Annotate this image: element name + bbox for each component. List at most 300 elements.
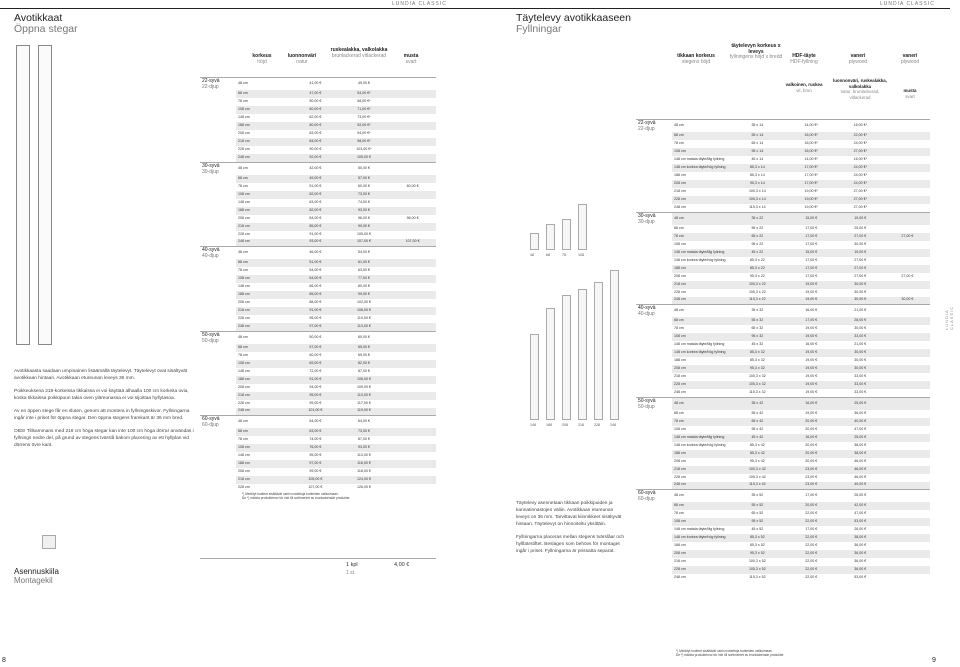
- row-price-c: [885, 502, 930, 510]
- row-price-a: 17,00 €: [805, 527, 818, 532]
- row-price-b: 19,00 €: [836, 249, 885, 257]
- row-height: 148 cm: [238, 199, 250, 204]
- row-price-c: [885, 458, 930, 466]
- group-label-cell: [200, 299, 236, 307]
- fill-panel-drawing: [610, 270, 619, 420]
- table-row: [636, 241, 930, 249]
- row-height: 218 cm: [236, 223, 292, 231]
- row-size: 97,00 €: [292, 460, 339, 468]
- row-size: 84,00 €: [292, 138, 339, 146]
- row-height: 208 cm: [238, 300, 250, 305]
- table-row: [636, 550, 930, 558]
- group-label-cell: [636, 172, 672, 180]
- top-rule: [480, 8, 950, 9]
- row-price-c: [885, 188, 930, 196]
- table-row: [200, 78, 436, 91]
- row-height: 208 cm: [238, 469, 250, 474]
- group-label-cell: [200, 114, 236, 122]
- row-price-a: 17,00 €*: [787, 180, 836, 188]
- group-label-cell: [636, 526, 672, 534]
- group-label-cell: [200, 384, 236, 392]
- row-price-a: 113,00 €: [339, 392, 389, 400]
- row-price-a: 14,00 €*: [787, 120, 836, 133]
- row-price-b: 46,00 €: [854, 458, 867, 463]
- row-price-a: 19,00 €: [805, 358, 818, 363]
- row-price-b: 36,00 €: [854, 559, 867, 564]
- row-price-c: [885, 357, 930, 365]
- row-height: 228 cm: [672, 381, 728, 389]
- row-price-c: [885, 333, 930, 341]
- group-label-cell: [636, 566, 672, 574]
- row-size: 41,00 €: [292, 78, 339, 91]
- vertical-brand-label: LUNDIA CLASSIC: [944, 305, 954, 330]
- group-label-cell: [636, 180, 672, 188]
- group-label: 30-syvä: [638, 212, 656, 219]
- table-row: [636, 434, 930, 442]
- row-size: 100,3 x 52: [748, 559, 766, 564]
- row-height: 208 cm: [238, 215, 250, 220]
- fill-panel-label: 188: [546, 423, 552, 427]
- row-price-b: 24,00 €*: [836, 180, 885, 188]
- row-price-b: [389, 360, 436, 368]
- table-row: [636, 490, 930, 503]
- table-row: [636, 373, 930, 381]
- table-row: [200, 98, 436, 106]
- group-label-cell: [636, 381, 672, 389]
- row-price-a: 60,00 €: [339, 331, 389, 344]
- row-price-a: 19,00 €: [787, 333, 836, 341]
- group-label-cell: [636, 188, 672, 196]
- row-size: 95,00 €: [309, 316, 322, 321]
- group-label-cell: [200, 376, 236, 384]
- row-size: 94,00 €: [309, 384, 322, 389]
- group-label-cell: [636, 542, 672, 550]
- group-label: 30-syvä: [202, 162, 220, 169]
- row-price-a: 73,00 €: [339, 428, 389, 436]
- row-price-b: [389, 344, 436, 352]
- group-label-cell: [200, 452, 236, 460]
- group-label-cell: [636, 418, 672, 426]
- table-row: [200, 484, 436, 492]
- row-price-b: 30,00 €: [854, 358, 867, 363]
- row-price-a: 106,00 €: [339, 307, 389, 315]
- row-price-a: 20,00 €: [805, 426, 818, 431]
- row-height: 188 cm: [674, 543, 686, 548]
- group-label-cell: [636, 281, 672, 289]
- row-price-a: 54,00 €: [339, 247, 389, 260]
- row-price-a: 80,00 €: [357, 284, 370, 289]
- group-label-cell: [200, 408, 236, 416]
- row-height: 208 cm: [674, 458, 686, 463]
- row-price-a: 119,00 €: [339, 408, 389, 416]
- table-row: [636, 381, 930, 389]
- row-size: 95,3 x 52: [728, 550, 787, 558]
- fill-panel-drawing: [562, 219, 571, 250]
- row-size: 105,00 €: [292, 476, 339, 484]
- row-price-c: [885, 510, 930, 518]
- group-sublabel: 60-djup: [202, 422, 219, 428]
- row-price-b: 107,00 €: [389, 239, 436, 247]
- row-size: 62,00 €: [309, 115, 322, 120]
- row-price-a: 58,00 €*: [357, 99, 371, 104]
- row-height: 228 cm: [672, 566, 728, 574]
- row-height: 188 cm: [236, 460, 292, 468]
- row-price-c: [885, 180, 930, 188]
- row-price-b: 53,00 €: [854, 575, 867, 580]
- row-height: 108 cm: [236, 106, 292, 114]
- row-price-b: [389, 460, 436, 468]
- row-price-a: 57,00 €: [339, 175, 389, 183]
- row-price-b: [389, 416, 436, 429]
- table-row: [200, 344, 436, 352]
- row-price-c: [885, 140, 930, 148]
- table-row: [636, 297, 930, 305]
- row-height: 228 cm: [674, 289, 686, 294]
- group-label: 50-syvä: [202, 331, 220, 338]
- fill-panel-label: 78: [562, 253, 566, 257]
- row-size: 105,3 x 22: [748, 289, 766, 294]
- subheader-plywood-color: luonnonväri, ruskealakka, valkolakka natur, brunlackerad, vitlackerad: [833, 78, 887, 100]
- row-height: 108 cm: [672, 148, 728, 156]
- group-label-cell: [636, 164, 672, 172]
- group-label-cell: [636, 518, 672, 526]
- group-label-cell: [200, 444, 236, 452]
- group-label-cell: [200, 259, 236, 267]
- row-size: 65 x 42: [728, 418, 787, 426]
- row-size: 92,00 €: [292, 154, 339, 162]
- row-price-a: 54,00 €*: [339, 90, 389, 98]
- row-price-a: 102,00 €: [356, 300, 371, 305]
- fill-panel-drawing: [530, 334, 539, 420]
- header-plywood-black: vaneri plywood: [900, 53, 920, 65]
- row-price-b: [389, 162, 436, 175]
- row-price-b: 96,00 €: [406, 215, 419, 220]
- row-size: 65 x 32: [751, 326, 764, 331]
- group-label-cell: [200, 199, 236, 207]
- table-row: [200, 106, 436, 114]
- row-size: 60,00 €: [309, 352, 322, 357]
- row-price-a: 17,00 €: [787, 317, 836, 325]
- table-row: [636, 458, 930, 466]
- row-price-c: [885, 389, 930, 397]
- row-size: 88,00 €: [309, 300, 322, 305]
- row-price-c: [885, 526, 930, 534]
- table-row: [200, 408, 436, 416]
- group-label-cell: [636, 196, 672, 204]
- table-row: [200, 376, 436, 384]
- row-price-b: 24,00 €*: [853, 173, 867, 178]
- row-price-b: 60,00 €: [406, 183, 419, 188]
- group-label-cell: [200, 436, 236, 444]
- fill-panel-label: 218: [578, 423, 584, 427]
- group-label-cell: [200, 162, 236, 175]
- row-height: 208 cm: [238, 384, 250, 389]
- row-price-c: [885, 172, 930, 180]
- table-row: [636, 132, 930, 140]
- row-height: 108 cm: [672, 333, 728, 341]
- fill-panel-label: 208: [562, 423, 568, 427]
- row-height: 208 cm: [238, 131, 250, 136]
- row-price-b: 27,00 €: [854, 273, 867, 278]
- row-height: 48 cm: [672, 212, 728, 225]
- row-height: 248 cm: [236, 239, 292, 247]
- table-row: [636, 188, 930, 196]
- intro-text: Avotikkaasta saadaan umpinainen lisäämällä täytelevyt. Täytelevyt ovat sisältyvät avotikkaan hintaan. Avotikkaan etureunan leveys 36 mm. Poikkeuksena 218-korkeissa tikkaissa ei voi käyttää alhaalla 100 cm korkeita ovia, koska tikkaissa poikkipuun takia oven yläreunassa ei voi sijoittaa hyllytasoa. Av en öppen stege får en sluten, genom att montera in fyllningsskivor. Fyllningarna ingår inte i priset för öppna stegar. Den öppna stegens framkant är 36 mm bred. OBS! Tillsammans med 218 cm höga stegar kan inte 100 cm höga dörrar användas i fyllnings nedre del, på grund av stegens tvärslå bakom placering av ett hyllplan vid dörrens övre kant.: [14, 369, 194, 448]
- row-size: 105,3 x 52: [728, 566, 787, 574]
- row-price-a: 23,00 €: [787, 482, 836, 490]
- row-price-b: 38,00 €: [836, 450, 885, 458]
- row-price-c: [885, 558, 930, 566]
- row-height: 188 cm: [236, 207, 292, 215]
- row-height: 78 cm: [238, 99, 248, 104]
- row-price-b: [389, 323, 436, 331]
- row-price-b: [389, 175, 436, 183]
- row-price-a: 87,00 €: [357, 368, 370, 373]
- row-price-b: 46,00 €: [836, 466, 885, 474]
- row-price-a: 124,00 €: [339, 476, 389, 484]
- group-label-cell: [200, 191, 236, 199]
- row-price-b: 49,00 €: [836, 482, 885, 490]
- mount-qty: 1 kpl: [346, 562, 358, 568]
- row-price-b: 36,00 €: [854, 543, 867, 548]
- group-label-cell: [636, 140, 672, 148]
- row-price-a: 19,00 €: [805, 289, 818, 294]
- row-price-b: 21,00 €: [836, 305, 885, 318]
- table-row: [636, 212, 930, 225]
- row-price-b: [389, 106, 436, 114]
- table-row: [200, 207, 436, 215]
- row-height: 248 cm: [672, 482, 728, 490]
- group-label-cell: [636, 482, 672, 490]
- group-label-cell: [636, 132, 672, 140]
- row-size: 85,3 x 52: [728, 534, 787, 542]
- group-label-cell: [200, 78, 236, 91]
- row-height: 248 cm: [236, 154, 292, 162]
- mount-price: 4,00 €: [394, 562, 410, 568]
- table-row: [200, 444, 436, 452]
- row-price-c: [885, 450, 930, 458]
- group-label: 60-syvä: [202, 416, 220, 422]
- header-natural: luonnonväri natur: [287, 53, 317, 65]
- fill-panel-label: 228: [594, 423, 600, 427]
- table-row: [200, 154, 436, 162]
- row-height: 208 cm: [672, 365, 728, 373]
- table-row: [200, 215, 436, 223]
- row-height: 218 cm: [236, 476, 292, 484]
- row-size: 55 x 22: [751, 225, 764, 230]
- group-label-cell: [636, 510, 672, 518]
- group-label-cell: [636, 450, 672, 458]
- group-label-cell: [636, 289, 672, 297]
- table-row: [200, 460, 436, 468]
- fill-panel-drawing: [546, 224, 555, 250]
- group-label: 60-syvä: [638, 490, 656, 496]
- group-label-cell: [200, 175, 236, 183]
- row-price-b: 19,00 €: [836, 212, 885, 225]
- group-label-cell: [200, 331, 236, 344]
- row-size: 66,00 €: [309, 284, 322, 289]
- row-price-b: [389, 98, 436, 106]
- row-price-c: 30,00 €: [885, 297, 930, 305]
- row-size: 65 x 14: [751, 141, 764, 146]
- row-size: 90,00 €: [309, 147, 322, 152]
- table-row: [636, 172, 930, 180]
- row-size: 51,00 €: [292, 259, 339, 267]
- table-row: [636, 365, 930, 373]
- row-price-c: [885, 426, 930, 434]
- table-row: [636, 410, 930, 418]
- row-price-a: 77,00 €: [339, 275, 389, 283]
- fill-panel-drawing: [546, 308, 555, 420]
- row-price-a: 22,00 €: [787, 566, 836, 574]
- group-label-cell: [636, 297, 672, 305]
- table-row: [200, 368, 436, 376]
- table-row: [636, 534, 930, 542]
- row-price-a: 87,00 €: [357, 437, 370, 442]
- row-height: 218 cm: [236, 392, 292, 400]
- row-price-a: 19,00 €*: [804, 189, 818, 194]
- row-price-b: 33,00 €: [854, 374, 867, 379]
- row-price-c: [885, 574, 930, 582]
- row-price-c: [885, 490, 930, 503]
- row-price-a: 126,00 €: [356, 485, 371, 490]
- row-height: 48 cm: [236, 416, 292, 429]
- table-row: [636, 333, 930, 341]
- row-size: 45 x 42: [728, 434, 787, 442]
- row-price-b: 22,00 €*: [836, 132, 885, 140]
- row-size: 95 x 14: [728, 148, 787, 156]
- row-price-b: 30,00 €: [854, 241, 867, 246]
- table-row: [636, 418, 930, 426]
- row-height: 148 cm korkea täyte/hög fyllning: [674, 257, 726, 262]
- row-size: 97,00 €: [292, 323, 339, 331]
- row-size: 55 x 14: [728, 132, 787, 140]
- table-row: [636, 542, 930, 550]
- row-price-c: [885, 249, 930, 257]
- row-price-a: 19,00 €: [787, 365, 836, 373]
- page-title: Täytelevy avotikkaaseen: [516, 12, 631, 24]
- row-price-c: [885, 349, 930, 357]
- fill-panel-drawing: [578, 204, 587, 250]
- row-price-a: 107,00 €: [339, 239, 389, 247]
- table-row: [636, 196, 930, 204]
- row-size: 35 x 32: [728, 305, 787, 318]
- row-size: 55 x 42: [751, 410, 764, 415]
- row-size: 65 x 22: [728, 233, 787, 241]
- group-label-cell: [200, 154, 236, 162]
- row-size: 115,3 x 42: [728, 482, 787, 490]
- row-price-c: [885, 156, 930, 164]
- row-price-a: 14,00 €*: [804, 157, 818, 162]
- table-row: [200, 138, 436, 146]
- group-label-cell: [636, 389, 672, 397]
- group-label-cell: [636, 225, 672, 233]
- row-price-a: 17,00 €: [805, 257, 818, 262]
- row-price-b: [389, 452, 436, 460]
- table-row: [636, 349, 930, 357]
- group-label-cell: [636, 534, 672, 542]
- group-sublabel: 60-djup: [638, 496, 655, 502]
- row-price-b: 38,00 €: [836, 534, 885, 542]
- row-price-b: [389, 138, 436, 146]
- row-height: 68 cm: [236, 259, 292, 267]
- table-row: [200, 162, 436, 175]
- row-size: 95,3 x 32: [728, 365, 787, 373]
- row-height: 148 cm matala täyte/låg fyllning: [674, 157, 725, 162]
- table-row: [200, 90, 436, 98]
- mount-title: Asennuskiila: [14, 567, 59, 576]
- row-price-a: 17,00 €: [805, 241, 818, 246]
- row-size: 60,00 €: [292, 106, 339, 114]
- table-row: [200, 114, 436, 122]
- group-label-cell: [636, 120, 672, 133]
- row-height: 218 cm: [672, 466, 728, 474]
- group-label-cell: [200, 460, 236, 468]
- row-price-a: 71,00 €*: [339, 106, 389, 114]
- right-page: [480, 0, 960, 667]
- row-size: 51,00 €: [309, 183, 322, 188]
- row-height: 228 cm: [238, 400, 250, 405]
- row-height: 78 cm: [238, 183, 248, 188]
- row-height: 78 cm: [238, 437, 248, 442]
- row-size: 82,00 €: [292, 207, 339, 215]
- row-height: 148 cm korkea täyte/hög fyllning: [672, 534, 728, 542]
- row-size: 85,00 €: [292, 291, 339, 299]
- row-price-b: 30,00 €: [836, 281, 885, 289]
- row-height: 78 cm: [674, 326, 684, 331]
- table-row: [636, 265, 930, 273]
- table-row: [636, 156, 930, 164]
- group-label-cell: [636, 574, 672, 582]
- group-label-cell: [200, 106, 236, 114]
- row-size: 95 x 52: [728, 518, 787, 526]
- row-height: 108 cm: [672, 518, 728, 526]
- table-row: [200, 468, 436, 476]
- row-size: 35 x 52: [728, 490, 787, 503]
- row-price-a: 63,00 €: [357, 268, 370, 273]
- row-height: 218 cm: [236, 138, 292, 146]
- row-height: 78 cm: [674, 511, 684, 516]
- row-price-b: 36,00 €: [836, 566, 885, 574]
- row-size: 105,3 x 32: [728, 381, 787, 389]
- table-row: [636, 574, 930, 582]
- group-label-cell: [636, 233, 672, 241]
- row-price-a: 69,00 €: [357, 352, 370, 357]
- group-sublabel: 40-djup: [202, 253, 219, 259]
- table-row: [636, 466, 930, 474]
- row-height: 68 cm: [236, 428, 292, 436]
- page-subtitle: Fyllningar: [516, 23, 562, 35]
- row-price-c: [885, 257, 930, 265]
- row-price-a: 20,00 €: [805, 442, 818, 447]
- group-label-cell: [200, 400, 236, 408]
- group-label-cell: [200, 90, 236, 98]
- row-size: 105,3 x 14: [728, 196, 787, 204]
- row-price-b: 21,00 €: [854, 342, 867, 347]
- row-price-a: 20,00 €: [805, 458, 818, 463]
- row-price-a: 22,00 €: [787, 518, 836, 526]
- group-label-cell: [636, 442, 672, 450]
- row-price-a: 22,00 €: [787, 534, 836, 542]
- row-price-a: 20,00 €: [787, 418, 836, 426]
- row-price-b: [389, 352, 436, 360]
- row-price-a: 73,00 €: [339, 191, 389, 199]
- table-row: [636, 518, 930, 526]
- row-price-c: [885, 212, 930, 225]
- row-price-a: 15,00 €: [787, 212, 836, 225]
- group-label-cell: [636, 349, 672, 357]
- row-price-b: [389, 267, 436, 275]
